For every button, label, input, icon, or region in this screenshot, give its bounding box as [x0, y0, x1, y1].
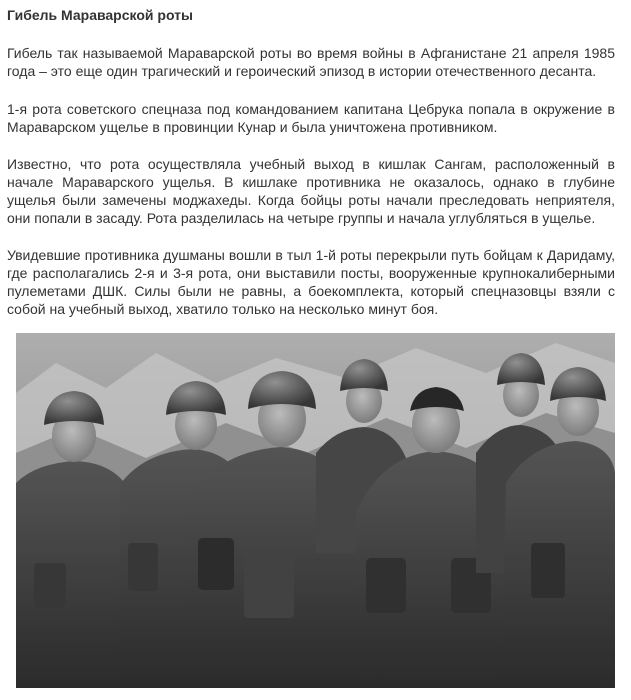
- soldiers-photo: [16, 333, 615, 688]
- paragraph-intro: Гибель так называемой Мараварской роты во время войны в Афганистане 21 апреля 1985 года – это еще один трагический и героический эпизод в истории отечественного десанта.: [7, 45, 615, 79]
- article-title: Гибель Мараварской роты: [7, 7, 193, 23]
- paragraph-ambush: Известно, что рота осуществляла учебный выход в кишлак Сангам, расположенный в начале Мараварского ущелья. В кишлаке противника не оказалось, однако в глубине ущелья были замечены моджахеды. Когда бойцы роты начали преследовать неприятеля, они попали в засаду. Рота разделилась на четыре группы и начала углубляться в ущелье.: [7, 156, 615, 226]
- paragraph-outcome: Увидевшие противника душманы вошли в тыл 1-й роты перекрыли путь бойцам к Даридаму, где располагались 2-я и 3-я рота, они выставили посты, вооруженные крупнокалиберными пулеметами ДШК. Силы были не равны, а боекомплекта, который спецназовцы взяли с собой на учебный выход, хватило только на несколько минут боя.: [7, 247, 615, 317]
- paragraph-encirclement: 1-я рота советского спецназа под командованием капитана Цебрука попала в окружение в Мараварском ущелье в провинции Кунар и была уничтожена противником.: [7, 101, 615, 135]
- soldiers-photo-illustration: [16, 333, 615, 688]
